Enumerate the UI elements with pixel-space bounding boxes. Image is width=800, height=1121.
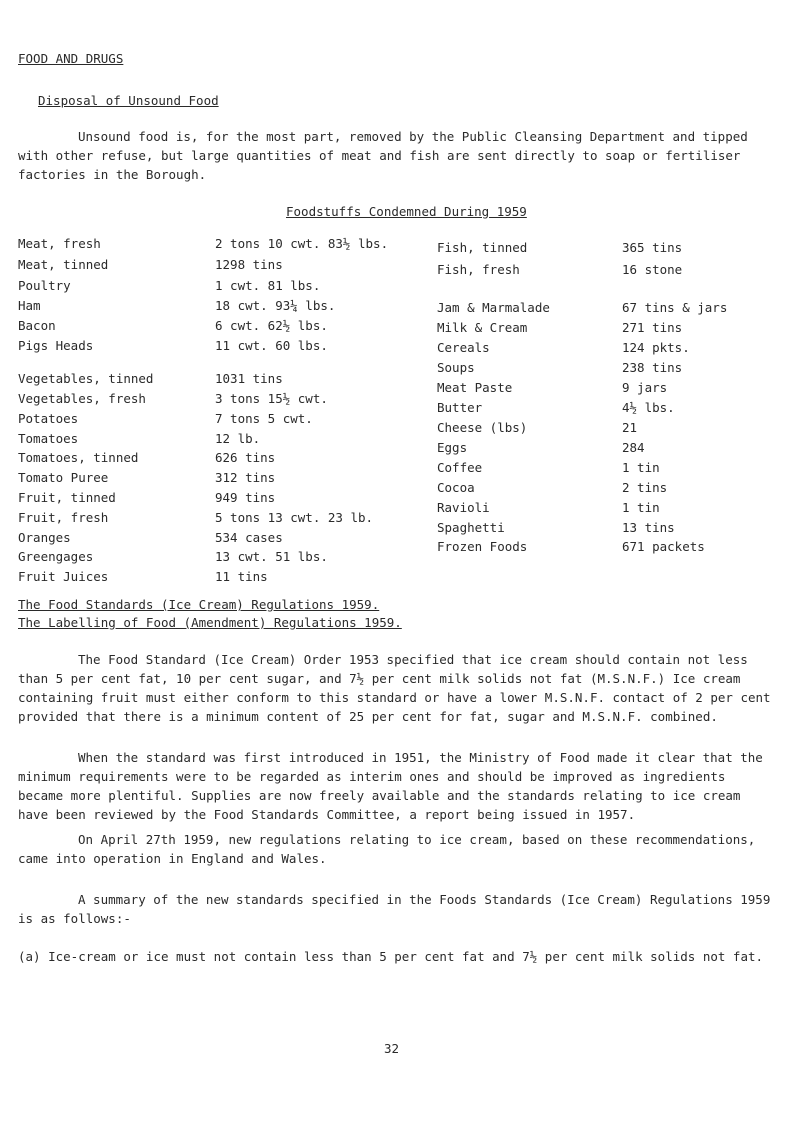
- intro-paragraph: Unsound food is, for the most part, removed by the Public Cleansing Department and tipped with other refuse, but large quantities of meat and fish are sent directly to soap or fertiliser factories in the Borough.: [18, 129, 748, 182]
- item-quantity: 671 packets: [622, 539, 705, 554]
- item-name: Cocoa: [437, 480, 475, 495]
- paragraph-item-a: (a) Ice-cream or ice must not contain less than 5 per cent fat and 7½ per cent milk solids not fat.: [18, 949, 764, 964]
- item-quantity: 12 lb.: [215, 431, 261, 446]
- item-quantity: 21: [622, 420, 638, 435]
- item-name: Frozen Foods: [437, 539, 528, 554]
- item-name: Soups: [437, 360, 475, 375]
- item-quantity: 13 tins: [622, 520, 675, 535]
- item-name: Greengages: [18, 549, 94, 564]
- item-quantity: 11 cwt. 60 lbs.: [215, 338, 328, 353]
- item-name: Eggs: [437, 440, 468, 455]
- item-name: Milk & Cream: [437, 320, 528, 335]
- item-quantity: 1 tin: [622, 460, 660, 475]
- item-quantity: 238 tins: [622, 360, 683, 375]
- item-name: Vegetables, tinned: [18, 371, 154, 386]
- item-name: Meat, tinned: [18, 257, 109, 272]
- item-quantity: 4½ lbs.: [622, 400, 675, 415]
- item-quantity: 271 tins: [622, 320, 683, 335]
- item-quantity: 3 tons 15½ cwt.: [215, 391, 328, 406]
- regulations-heading-2: The Labelling of Food (Amendment) Regulations 1959.: [18, 615, 402, 630]
- item-quantity: 1 cwt. 81 lbs.: [215, 278, 321, 293]
- subsection-title: Disposal of Unsound Food: [38, 93, 219, 108]
- item-name: Meat Paste: [437, 380, 513, 395]
- item-name: Ham: [18, 298, 41, 313]
- item-name: Vegetables, fresh: [18, 391, 146, 406]
- item-quantity: 534 cases: [215, 530, 283, 545]
- item-quantity: 949 tins: [215, 490, 276, 505]
- item-quantity: 284: [622, 440, 645, 455]
- item-quantity: 13 cwt. 51 lbs.: [215, 549, 328, 564]
- item-quantity: 1298 tins: [215, 257, 283, 272]
- item-quantity: 5 tons 13 cwt. 23 lb.: [215, 510, 374, 525]
- item-name: Fruit Juices: [18, 569, 109, 584]
- item-name: Bacon: [18, 318, 56, 333]
- item-name: Butter: [437, 400, 483, 415]
- item-name: Fish, tinned: [437, 240, 528, 255]
- item-quantity: 67 tins & jars: [622, 300, 728, 315]
- item-quantity: 1 tin: [622, 500, 660, 515]
- item-quantity: 124 pkts.: [622, 340, 690, 355]
- item-quantity: 2 tons 10 cwt. 83½ lbs.: [215, 236, 389, 251]
- item-name: Fruit, tinned: [18, 490, 116, 505]
- paragraph-summary-intro: A summary of the new standards specified in the Foods Standards (Ice Cream) Regulations 1959 is as follows:-: [18, 892, 771, 926]
- item-quantity: 312 tins: [215, 470, 276, 485]
- item-quantity: 626 tins: [215, 450, 276, 465]
- paragraph-ice-cream-order: The Food Standard (Ice Cream) Order 1953 specified that ice cream should contain not less than 5 per cent fat, 10 per cent sugar, and 7½ per cent milk solids not fat (M.S.N.F.) Ice cream containing fruit must either conform to this standard or have a lower M.S.N.F. contact of 2 per cent provided that there is a minimum content of 25 per cent for fat, sugar and M.S.N.F. combined.: [18, 652, 771, 724]
- table-title: Foodstuffs Condemned During 1959: [286, 204, 527, 219]
- item-name: Ravioli: [437, 500, 490, 515]
- item-name: Oranges: [18, 530, 71, 545]
- paragraph-new-regulations: On April 27th 1959, new regulations relating to ice cream, based on these recommendations, came into operation in England and Wales.: [18, 832, 756, 866]
- item-name: Poultry: [18, 278, 71, 293]
- item-quantity: 11 tins: [215, 569, 268, 584]
- item-quantity: 18 cwt. 93¼ lbs.: [215, 298, 336, 313]
- item-name: Jam & Marmalade: [437, 300, 550, 315]
- section-title: FOOD AND DRUGS: [18, 51, 124, 66]
- item-name: Tomatoes: [18, 431, 79, 446]
- regulations-heading-1: The Food Standards (Ice Cream) Regulations 1959.: [18, 597, 380, 612]
- item-name: Spaghetti: [437, 520, 505, 535]
- item-name: Fish, fresh: [437, 262, 520, 277]
- item-quantity: 9 jars: [622, 380, 668, 395]
- item-name: Cereals: [437, 340, 490, 355]
- item-name: Tomato Puree: [18, 470, 109, 485]
- item-quantity: 365 tins: [622, 240, 683, 255]
- item-name: Tomatoes, tinned: [18, 450, 139, 465]
- page-number: 32: [384, 1041, 400, 1056]
- item-quantity: 1031 tins: [215, 371, 283, 386]
- item-name: Pigs Heads: [18, 338, 94, 353]
- item-quantity: 16 stone: [622, 262, 683, 277]
- item-name: Potatoes: [18, 411, 79, 426]
- item-quantity: 6 cwt. 62½ lbs.: [215, 318, 328, 333]
- paragraph-standard-history: When the standard was first introduced in 1951, the Ministry of Food made it clear that the minimum requirements were to be regarded as interim ones and should be improved as ingredients became more plentiful. Supplies are now freely available and the standards relating to ice cream have been reviewed by the Food Standards Committee, a report being issued in 1957.: [18, 750, 763, 822]
- item-name: Meat, fresh: [18, 236, 101, 251]
- item-name: Fruit, fresh: [18, 510, 109, 525]
- item-name: Cheese (lbs): [437, 420, 528, 435]
- item-quantity: 7 tons 5 cwt.: [215, 411, 313, 426]
- item-name: Coffee: [437, 460, 483, 475]
- item-quantity: 2 tins: [622, 480, 668, 495]
